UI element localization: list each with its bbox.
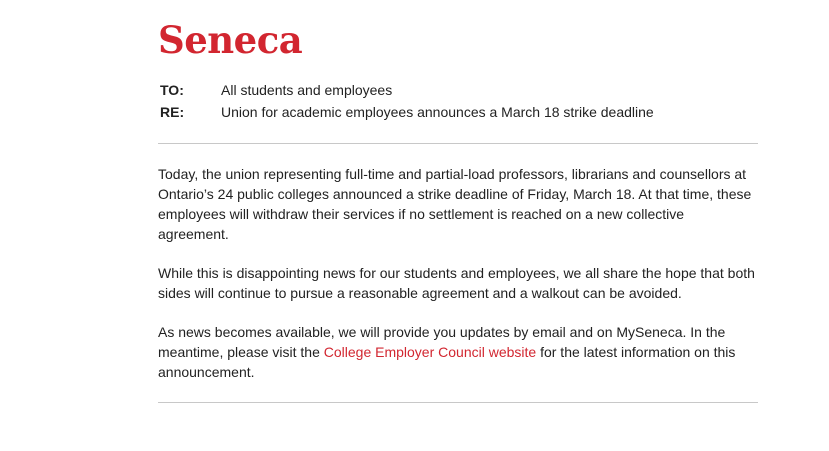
top-divider <box>158 143 758 144</box>
seneca-logo: Seneca <box>158 18 303 62</box>
paragraph-3 <box>158 322 758 382</box>
memo-re-label: RE: <box>160 104 185 120</box>
memo-to-value: All students and employees <box>221 82 393 98</box>
bottom-divider <box>158 402 758 403</box>
memo-to-row <box>158 79 758 101</box>
memo-header <box>158 79 758 123</box>
memo-re-value: Union for academic employees announces a March 18 strike deadline <box>221 104 654 120</box>
announcement-text <box>158 164 758 382</box>
memo-re-row <box>158 101 758 123</box>
email-body <box>158 18 758 403</box>
memo-to-label: TO: <box>160 82 184 98</box>
college-employer-council-link[interactable]: College Employer Council website <box>323 344 537 360</box>
paragraph-3-before: As news becomes available, we will provide you updates by email and on MySeneca. In the meantime, please visit the <box>158 324 726 360</box>
paragraph-3-after: for the latest information on this announcement. <box>158 344 736 380</box>
paragraph-2: While this is disappointing news for our students and employees, we all share the hope that both sides will continue to pursue a reasonable agreement and a walkout can be avoided. <box>158 265 755 301</box>
paragraph-1: Today, the union representing full-time and partial-load professors, librarians and counsellors at Ontario’s 24 public colleges announced a strike deadline of Friday, March 18. At that time, these employees will withdraw their services if no settlement is reached on a new collective agreement. <box>158 166 752 242</box>
